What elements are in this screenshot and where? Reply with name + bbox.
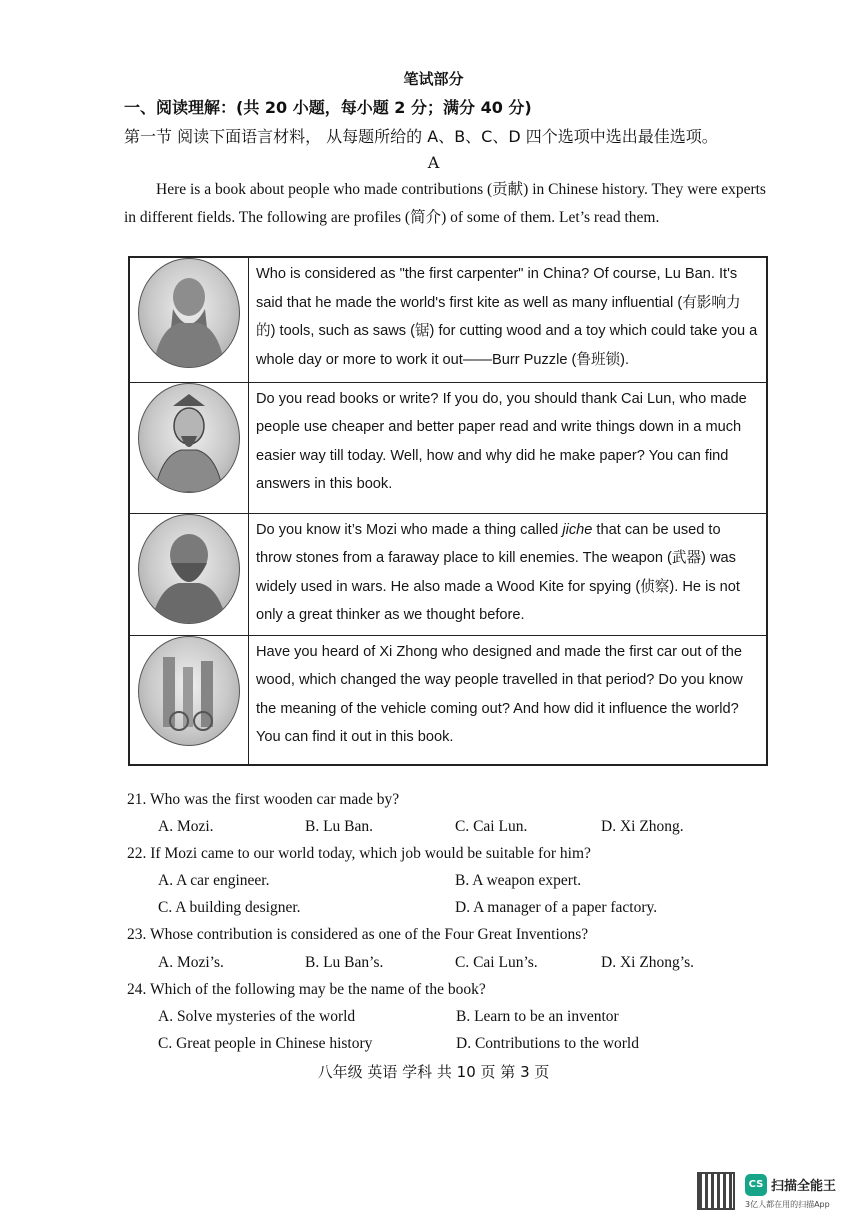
- camscanner-logo-icon: CS: [745, 1174, 767, 1196]
- profile-text-part: Do you know it’s Mozi who made a thing called: [256, 521, 563, 538]
- portrait-cell: [129, 635, 249, 765]
- mozi-portrait: [138, 514, 240, 624]
- option-c: C. Cai Lun.: [455, 818, 528, 835]
- scanner-tagline: 3亿人都在用的扫描App: [745, 1200, 830, 1209]
- profile-text: Do you read books or write? If you do, you should thank Cai Lun, who made people use cheaper and better paper read and write things down in a much easier way till today. Well, how and why did he make paper? You can find answers in this book.: [249, 382, 768, 513]
- option-c: C. Cai Lun’s.: [455, 954, 538, 971]
- option-c: C. A building designer.: [158, 899, 301, 916]
- profile-text: Have you heard of Xi Zhong who designed and made the first car out of the wood, which changed the way people travelled in that period? Do you know the meaning of the vehicle coming out? And how did it influence the world? You can find it out in this book.: [249, 635, 768, 765]
- option-c: C. Great people in Chinese history: [158, 1035, 373, 1052]
- page-footer: 八年级 英语 学科 共 10 页 第 3 页: [317, 1063, 550, 1081]
- option-a: A. Mozi’s.: [158, 954, 224, 971]
- passage-letter: A: [427, 153, 440, 172]
- profile-row: [129, 635, 767, 765]
- section-instruction: 第一节 阅读下面语言材料， 从每题所给的 A、B、C、D 四个选项中选出最佳选项。: [124, 127, 718, 146]
- passage-intro: Here is a book about people who made contributions (贡献) in Chinese history. They were experts in different fields. The following are profiles (简介) of some of them. Let’s read them.: [124, 181, 766, 226]
- qr-code-icon: [697, 1172, 735, 1210]
- page-title: 笔试部分: [403, 70, 464, 88]
- option-b: B. Learn to be an inventor: [456, 1008, 619, 1025]
- profile-text: [249, 513, 768, 635]
- option-b: B. A weapon expert.: [455, 872, 582, 889]
- cai-lun-portrait: [138, 383, 240, 493]
- profiles-table: [128, 256, 768, 766]
- portrait-cell: [129, 257, 249, 382]
- profile-text-part: that can be used to throw stones from a faraway place to kill enemies. The weapon (武器) was widely used in wars. He also made a Wood Kite for spying (侦察). He is not only a great thinker as we thought before.: [256, 521, 740, 624]
- option-a: A. Solve mysteries of the world: [158, 1008, 356, 1025]
- profile-row: [129, 257, 767, 382]
- option-d: D. A manager of a paper factory.: [455, 899, 658, 916]
- question-stem: 22. If Mozi came to our world today, which job would be suitable for him?: [127, 845, 591, 862]
- option-a: A. A car engineer.: [158, 872, 270, 889]
- question-stem: 24. Which of the following may be the name of the book?: [127, 981, 486, 998]
- lu-ban-portrait: [138, 258, 240, 368]
- option-b: B. Lu Ban’s.: [305, 954, 384, 971]
- option-d: D. Xi Zhong.: [601, 818, 684, 835]
- question-stem: 21. Who was the first wooden car made by?: [127, 791, 400, 808]
- profile-row: [129, 513, 767, 635]
- option-a: A. Mozi.: [158, 818, 214, 835]
- xi-zhong-portrait: [138, 636, 240, 746]
- option-d: D. Xi Zhong’s.: [601, 954, 694, 971]
- question-stem: 23. Whose contribution is considered as one of the Four Great Inventions?: [127, 926, 589, 943]
- portrait-cell: [129, 513, 249, 635]
- scanner-app-name: 扫描全能王: [771, 1179, 837, 1194]
- option-d: D. Contributions to the world: [456, 1035, 639, 1052]
- portrait-cell: [129, 382, 249, 513]
- option-b: B. Lu Ban.: [305, 818, 374, 835]
- section-heading: 一、阅读理解：(共 20 小题，每小题 2 分；满分 40 分): [124, 98, 532, 117]
- jiche-term: jiche: [562, 521, 593, 538]
- profile-text: Who is considered as "the first carpenter" in China? Of course, Lu Ban. It's said that he made the world's first kite as well as many influential (有影响力的) tools, such as saws (锯) for cutting wood and a toy which could take you a whole day or more to work it out——Burr Puzzle (鲁班锁).: [249, 257, 768, 382]
- profile-row: [129, 382, 767, 513]
